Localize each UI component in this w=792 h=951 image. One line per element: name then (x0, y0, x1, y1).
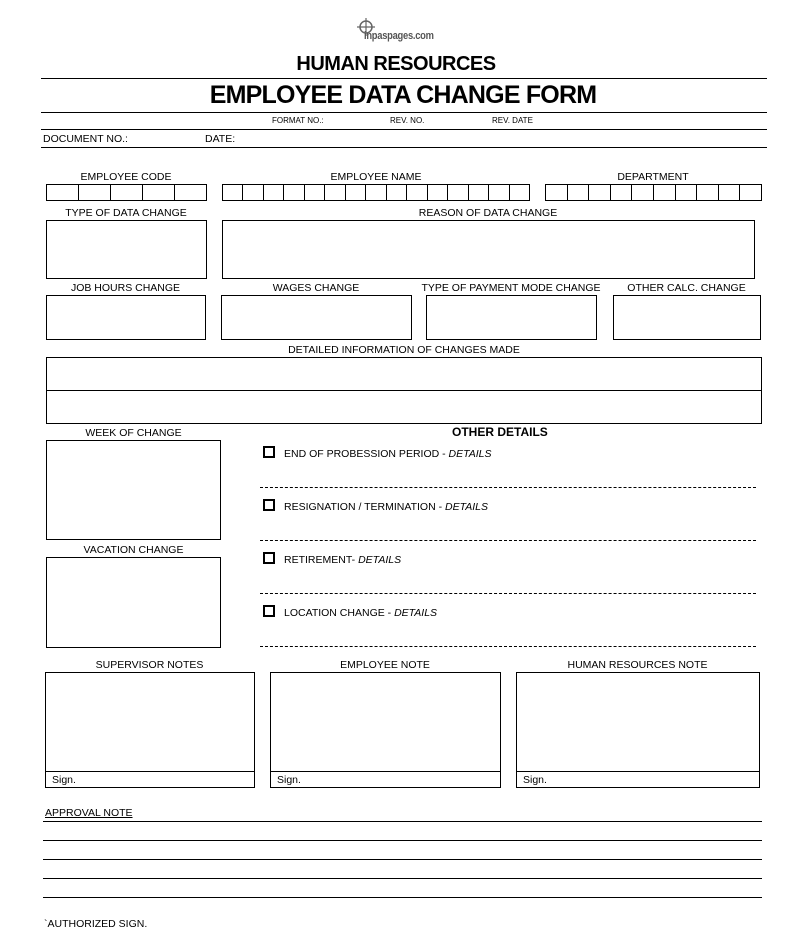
employee-code-label: EMPLOYEE CODE (80, 171, 172, 183)
employee-name-field[interactable] (222, 184, 530, 201)
wages-change-label: WAGES CHANGE (272, 282, 360, 294)
payment-mode-change-field[interactable] (426, 295, 597, 340)
week-of-change-field[interactable] (46, 440, 221, 540)
employee-note-field[interactable] (270, 672, 501, 788)
rev-no-label: REV. NO. (390, 116, 425, 125)
hr-sign-label: Sign. (517, 771, 759, 787)
employee-sign-label: Sign. (271, 771, 500, 787)
payment-mode-change-label: TYPE OF PAYMENT MODE CHANGE (421, 282, 601, 294)
resignation-termination-option: RESIGNATION / TERMINATION - DETAILS (284, 501, 488, 513)
approval-line-1[interactable] (43, 821, 762, 822)
location-change-checkbox[interactable] (263, 605, 275, 617)
supervisor-notes-field[interactable] (45, 672, 255, 788)
authorized-sign-label: `AUTHORIZED SIGN. (44, 918, 148, 930)
form-title: EMPLOYEE DATA CHANGE FORM (209, 81, 597, 109)
end-of-probation-option: END OF PROBESSION PERIOD - DETAILS (284, 448, 492, 460)
detailed-info-label: DETAILED INFORMATION OF CHANGES MADE (288, 344, 520, 356)
reason-of-data-change-field[interactable] (222, 220, 755, 279)
approval-line-2[interactable] (43, 840, 762, 841)
location-change-option: LOCATION CHANGE - DETAILS (284, 607, 438, 619)
hr-note-field[interactable] (516, 672, 760, 788)
department-field[interactable] (545, 184, 762, 201)
wages-change-field[interactable] (221, 295, 412, 340)
other-calc-change-field[interactable] (613, 295, 761, 340)
job-hours-change-field[interactable] (46, 295, 206, 340)
employee-code-field[interactable] (46, 184, 207, 201)
reason-of-data-change-label: REASON OF DATA CHANGE (418, 207, 558, 219)
format-no-label: FORMAT NO.: (272, 116, 324, 125)
end-of-probation-checkbox[interactable] (263, 446, 275, 458)
retirement-checkbox[interactable] (263, 552, 275, 564)
logo-text: inpaspages.com (364, 30, 434, 42)
department-label: DEPARTMENT (617, 171, 689, 183)
date-label: DATE: (205, 133, 236, 145)
approval-note-title: APPROVAL NOTE (45, 807, 133, 819)
week-of-change-label: WEEK OF CHANGE (85, 427, 182, 439)
approval-line-4[interactable] (43, 878, 762, 879)
resignation-termination-checkbox[interactable] (263, 499, 275, 511)
employee-name-label: EMPLOYEE NAME (330, 171, 422, 183)
department-heading: HUMAN RESOURCES (296, 53, 496, 75)
type-of-data-change-field[interactable] (46, 220, 207, 279)
other-calc-change-label: OTHER CALC. CHANGE (627, 282, 746, 294)
retirement-option: RETIREMENT- DETAILS (284, 554, 402, 566)
rev-date-label: REV. DATE (492, 116, 533, 125)
approval-line-3[interactable] (43, 859, 762, 860)
other-details-title: OTHER DETAILS (452, 425, 548, 439)
hr-note-label: HUMAN RESOURCES NOTE (567, 659, 708, 671)
detailed-info-field-2[interactable] (46, 390, 762, 424)
supervisor-notes-label: SUPERVISOR NOTES (95, 659, 204, 671)
document-no-label: DOCUMENT NO.: (43, 133, 128, 145)
employee-note-label: EMPLOYEE NOTE (340, 659, 430, 671)
job-hours-change-label: JOB HOURS CHANGE (70, 282, 181, 294)
detailed-info-field-1[interactable] (46, 357, 762, 391)
approval-line-5[interactable] (43, 897, 762, 898)
supervisor-sign-label: Sign. (46, 771, 254, 787)
vacation-change-label: VACATION CHANGE (83, 544, 184, 556)
type-of-data-change-label: TYPE OF DATA CHANGE (65, 207, 187, 219)
vacation-change-field[interactable] (46, 557, 221, 648)
